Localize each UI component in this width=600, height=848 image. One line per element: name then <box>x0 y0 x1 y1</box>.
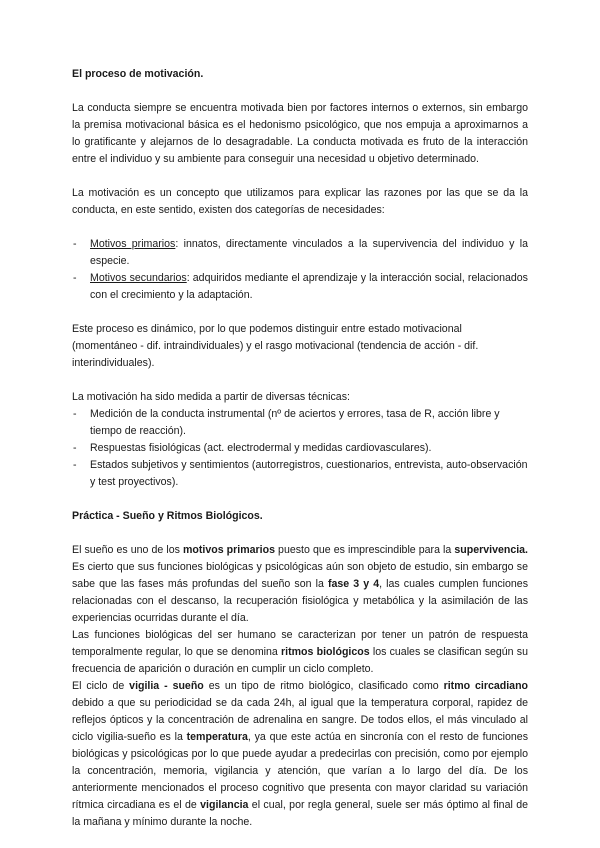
needs-list <box>72 236 528 304</box>
dash-bullet: - <box>73 459 77 471</box>
paragraph-biological-rhythms: Las funciones biológicas del ser humano se caracterizan por tener un patrón de respuesta temporalmente regular, lo que se denomina ritmos biológicos los cuales se clasifican según su frecuencia de aparición o duración en cumplir un ciclo completo. <box>72 629 528 675</box>
list-item <box>72 270 528 304</box>
list-item <box>72 457 528 491</box>
paragraph-techniques-intro: La motivación ha sido medida a partir de diversas técnicas: <box>72 391 350 403</box>
list-item <box>72 236 528 270</box>
paragraph-circadian-cycle: El ciclo de vigilia - sueño es un tipo de ritmo biológico, clasificado como ritmo circadiano debido a que su periodicidad se da cada 24h, al igual que la temperatura corporal, rapidez de reflejos ópticos y la concentración de adrenalina en sangre. De todos ellos, el más vinculado al ciclo vigilia-sueño es la temperatura, ya que este actúa en sincronía con el resto de funciones biológicas y psicológicas por lo que puede ayudar a predecirlas con precisión, como por ejemplo la concentración, memoria, vigilancia y atención, que varían a lo largo del día. De los anteriormente mencionados el proceso cognitivo que presenta con mayor claridad su variación rítmica circadiana es el de vigilancia el cual, por regla general, suele ser más óptimo al final de la mañana y mínimo durante la noche. <box>72 680 529 828</box>
dash-bullet: - <box>73 442 77 454</box>
list-item-text: : innatos, directamente vinculados a la supervivencia del individuo y la especie. <box>90 238 528 267</box>
document-page <box>72 66 528 831</box>
paragraph-motivated-behavior: La conducta siempre se encuentra motivada bien por factores internos o externos, sin embargo la premisa motivacional básica es el hedonismo psicológico, que nos empuja a aproximarnos a lo gratificante y alejarnos de lo desagradable. La conducta motivada es fruto de la interacción entre el individuo y su ambiente para conseguir una necesidad u objetivo determinado. <box>72 102 528 165</box>
paragraph-dynamic-process: Este proceso es dinámico, por lo que podemos distinguir entre estado motivacional (momentáneo - dif. intraindividuales) y el rasgo motivacional (tendencia de acción - dif. interindividuales). <box>72 323 479 369</box>
term-secondary-motives: Motivos secundarios <box>90 272 187 284</box>
term-primary-motives: Motivos primarios <box>90 238 176 250</box>
list-item-text: Estados subjetivos y sentimientos (autorregistros, cuestionarios, entrevista, auto-observación y test proyectivos). <box>90 459 528 488</box>
dash-bullet: - <box>73 272 77 284</box>
section-title-sleep: Práctica - Sueño y Ritmos Biológicos. <box>72 510 263 522</box>
techniques-list <box>72 406 528 491</box>
paragraph-needs-intro: La motivación es un concepto que utilizamos para explicar las razones por las que se da la conducta, en este sentido, existen dos categorías de necesidades: <box>72 187 528 216</box>
paragraph-sleep-motive: El sueño es uno de los motivos primarios puesto que es imprescindible para la supervivencia. Es cierto que sus funciones biológicas y psicológicas aún son objeto de estudio, sin embargo se sabe que las fases más profundas del sueño son la fase 3 y 4, las cuales cumplen funciones relacionadas con el descanso, la recuperación fisiológica y metabólica y la asimilación de las experiencias ocurridas durante el día. <box>72 544 528 624</box>
list-item <box>72 440 528 457</box>
list-item-text: : adquiridos mediante el aprendizaje y la interacción social, relacionados con el crecimiento y la adaptación. <box>90 272 528 301</box>
list-item <box>72 406 528 440</box>
list-item-text: Medición de la conducta instrumental (nº de aciertos y errores, tasa de R, acción libre y tiempo de reacción). <box>90 408 500 437</box>
dash-bullet: - <box>73 238 77 250</box>
section-title-motivation: El proceso de motivación. <box>72 68 204 80</box>
dash-bullet: - <box>73 408 77 420</box>
list-item-text: Respuestas fisiológicas (act. electrodermal y medidas cardiovasculares). <box>90 442 432 454</box>
